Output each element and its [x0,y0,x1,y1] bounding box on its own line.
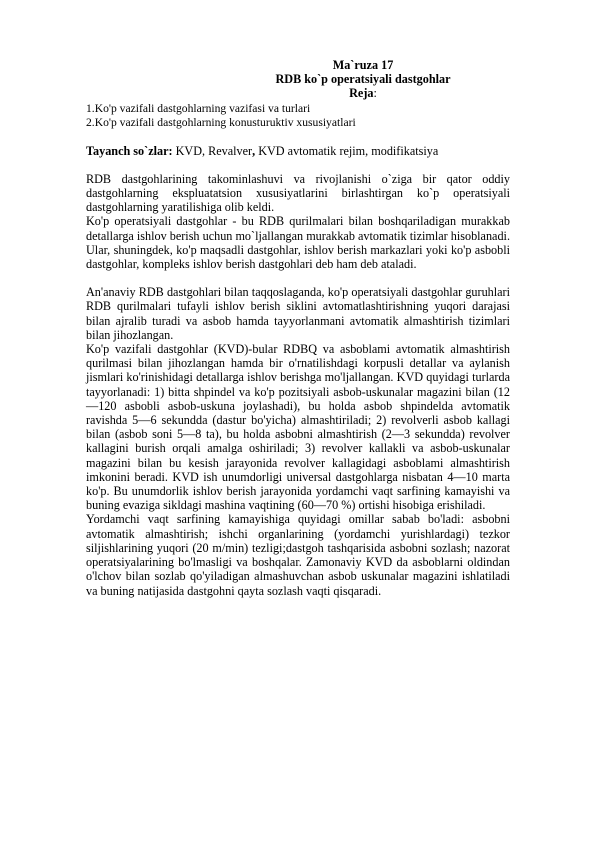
plan-item: 2.Ko'p vazifali dastgohlarning konusturuktiv xususiyatlari [86,115,356,129]
paragraph-5: Yordamchi vaqt sarfining kamayishiga quyidagi omillar sabab bo'ladi: asbobni avtomatik almashtirish; ishchi organlarining (yordamchi yurishlardagi) tezkor siljishlarining yuqori (20 m/min) tezligi;dastgoh tashqarisida asbobni sozlash; nazorat operatsiyalarining bo'lmasligi va boshqalar. Zamonaviy KVD da asboblarni oldindan o'lchov bilan sozlab qo'yiladigan almashuvchan asbob uskunalar magazini ishlatiladi va buning natijasida dastgohni qayta sozlash vaqti qisqaradi. [86,512,510,598]
plan-label: Reja [349,86,374,101]
plan-list [86,102,510,130]
lecture-number: Ma`ruza 17 [332,58,394,72]
keywords-line [86,144,510,158]
plan-heading [216,86,510,100]
paragraph-4: Ko'p vazifali dastgohlar (KVD)-bular RDBQ va asboblami avtomatik almashtirish qurilmasi bilan jihozlangan hamda bir o'rnatilishdagi korpusli detallar va aylanish jismlari ko'rinishidagi detallarga ishlov berishga mo'ljallangan. KVD quyidagi turlarda tayyorlanadi: 1) bitta shpindel va ko'p pozitsiyali asbob-uskunalar magazini bilan (12—120 asbobli asbob-uskuna joylashadi), bu holda asbob shpindelda avtomatik ravishda 5—6 sekundda (dastur bo'yicha) almashtiriladi; 2) revolverli asbob kallagi bilan (asbob soni 5—8 ta), bu holda asbobni almashtirish (2—3 sekundda) revolver kallagini burish orqali amalga oshiriladi; 3) revolver kallakli va asbob-uskunalar magazini bilan bu kesish jarayonida revolver kallagidagi asboblami almashtirish imkonini beradi. KVD ish unumdorligi universal dastgohlarga nisbatan 4—10 marta ko'p. Bu unumdorlik ishlov berish jarayonida yordamchi vaqt sarfining kamayishi va buning evaziga sikldagi mashina vaqtining (60—70 %) ortishi hisobiga erishiladi. [86,342,510,513]
keywords-text-b: KVD avtomatik rejim, modifikatsiya [255,143,439,158]
plan-colon: : [373,86,377,101]
plan-item: 1.Ko'p vazifali dastgohlarning vazifasi va turlari [86,101,311,115]
document-title: RDB ko`p operatsiyali dastgohlar [275,72,451,87]
paragraph-1: RDB dastgohlarining takominlashuvi va rivojlanishi o`ziga bir qator oddiy dastgohlarning ekspluatatsion xususiyatlarini birlashtirgan ko`p operatsiyali dastgohlarning yaratilishiga olib keldi. [86,171,510,215]
keywords-label: Tayanch so`zlar: [86,143,173,158]
keywords-comma: , [252,143,256,158]
paragraph-3: An'anaviy RDB dastgohlari bilan taqqoslaganda, ko'p operatsiyali dastgohlar guruhlari RDB qurilmalari tufayli ishlov berish siklini avtomatlashtirishning yuqori darajasi bilan ajralib turadi va asbob hamda tayyorlanmani avtomatik almashtirish tizimlari bilan jihozlangan. [86,285,510,342]
document-page [86,58,510,598]
keywords-text-a: KVD, Revalver [172,143,253,158]
paragraph-2: Ko'p operatsiyali dastgohlar - bu RDB qurilmalari bilan boshqariladigan murakkab detallarga ishlov berish uchun mo`ljallangan murakkab avtomatik tizimlar hisoblanadi. Ular, shuningdek, ko'p maqsadli dastgohlar, ishlov berish markazlari yoki ko'p asbobli dastgohlar, kompleks ishlov berish dastgohlari deb ham deb ataladi. [86,214,510,272]
